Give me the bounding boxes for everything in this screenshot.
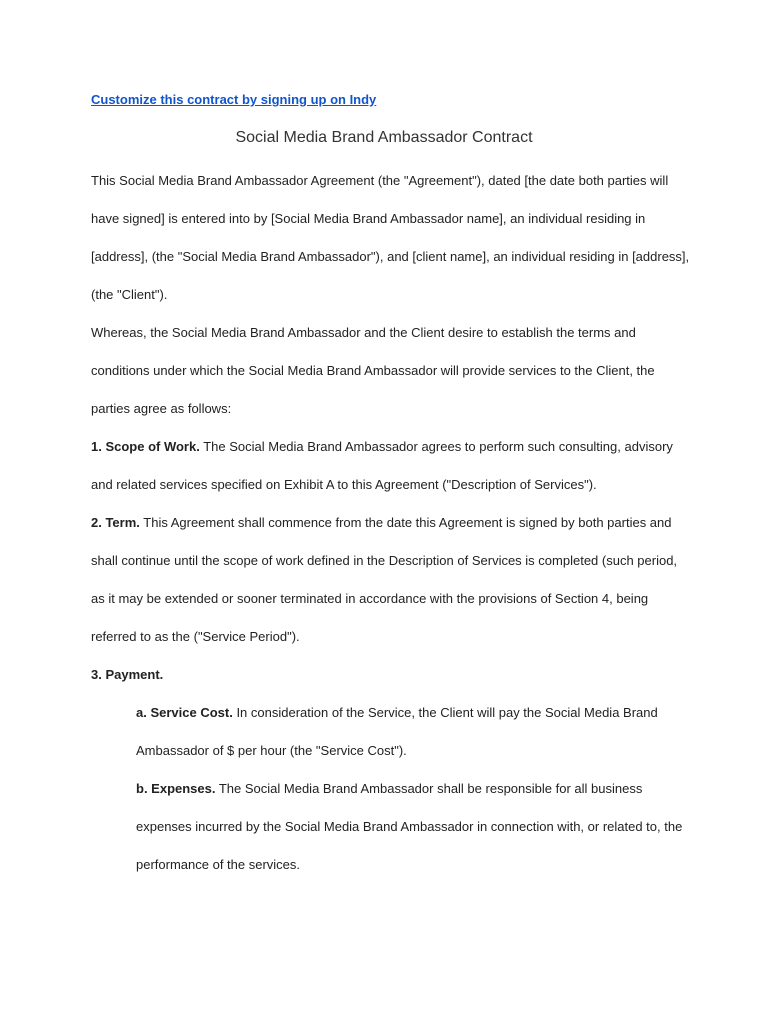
intro-paragraph: This Social Media Brand Ambassador Agreement (the "Agreement"), dated [the date both parties will have signed] is entered into by [Social Media Brand Ambassador name], an individual residing in [address], (the "Social Media Brand Ambassador"), and [client name], an individual residing in [address], (the "Client"). [91, 173, 690, 302]
section-term [91, 504, 691, 656]
section-text: This Agreement shall commence from the date this Agreement is signed by both parties and shall continue until the scope of work defined in the Description of Services is completed (such period, as it may be extended or sooner terminated in accordance with the provisions of Section 4, being referred to as the ("Service Period"). [91, 515, 678, 644]
whereas-paragraph: Whereas, the Social Media Brand Ambassador and the Client desire to establish the terms and conditions under which the Social Media Brand Ambassador will provide services to the Client, the parties agree as follows: [91, 325, 655, 416]
section-scope-of-work [91, 428, 691, 504]
document-body [91, 162, 691, 884]
subsection-text: The Social Media Brand Ambassador shall be responsible for all business expenses incurred by the Social Media Brand Ambassador in connection with, or related to, the performance of the services. [136, 781, 683, 872]
subsection-heading: b. Expenses. [136, 781, 216, 796]
section-payment-heading: 3. Payment. [91, 667, 164, 682]
document-title: Social Media Brand Ambassador Contract [235, 129, 533, 146]
section-heading: 1. Scope of Work. [91, 439, 200, 454]
section-text: The Social Media Brand Ambassador agrees to perform such consulting, advisory and related services specified on Exhibit A to this Agreement ("Description of Services"). [91, 439, 673, 492]
subsection-service-cost [91, 694, 691, 770]
subsection-heading: a. Service Cost. [136, 705, 233, 720]
document-page [91, 0, 691, 1024]
customize-contract-link[interactable]: Customize this contract by signing up on Indy [91, 92, 377, 107]
subsection-text: In consideration of the Service, the Client will pay the Social Media Brand Ambassador of $ per hour (the "Service Cost"). [136, 705, 658, 758]
subsection-expenses [91, 770, 691, 884]
section-heading: 2. Term. [91, 515, 140, 530]
